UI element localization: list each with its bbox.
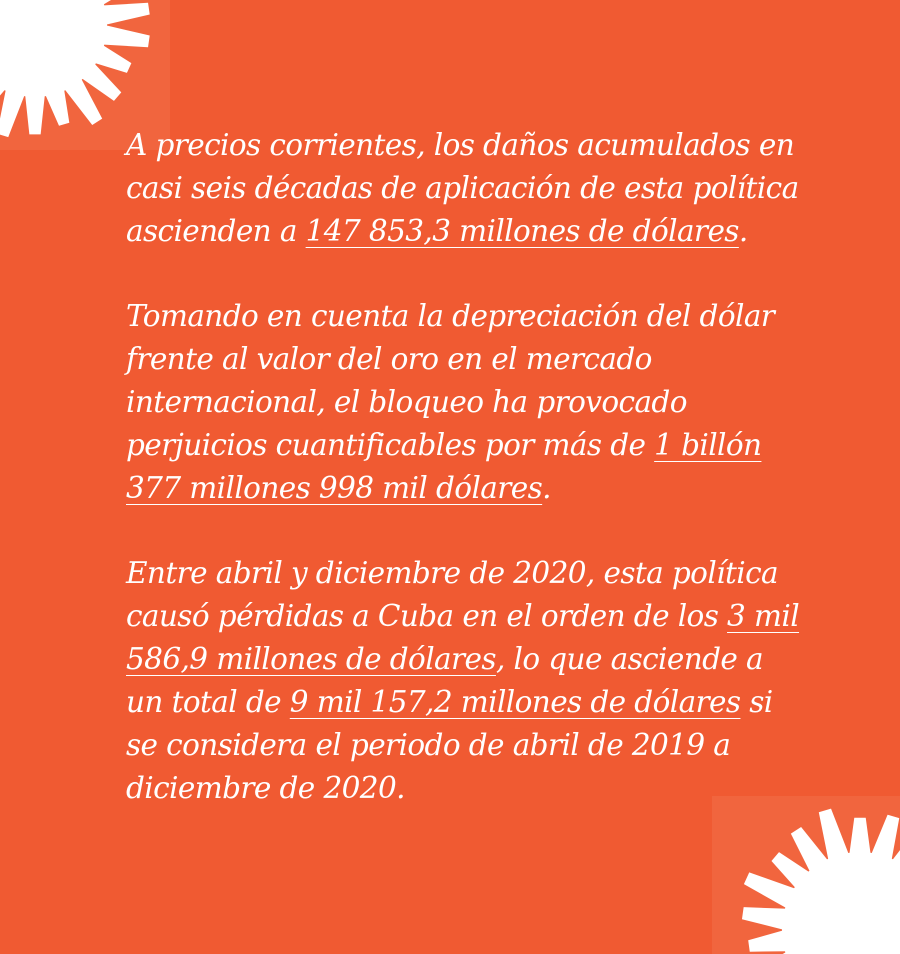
paragraph-text: si se considera el periodo de abril de 2019 a diciembre de 2020. xyxy=(126,685,773,805)
paragraph-text: , lo que asciende a un total de xyxy=(126,642,764,719)
paragraph-text: . xyxy=(738,214,748,248)
body-text xyxy=(126,124,806,810)
highlight-amount: 3 mil 586,9 millones de dólares xyxy=(126,599,800,676)
paragraph-total-damages xyxy=(126,124,806,253)
paragraph-text: . xyxy=(542,471,551,505)
paragraph-text: A precios corrientes, los daños acumulados en casi seis décadas de aplicación de esta política ascienden a xyxy=(126,128,799,248)
highlight-amount: 1 billón 377 millones 998 mil dólares xyxy=(126,428,762,505)
paragraph-text: Entre abril y diciembre de 2020, esta política causó pérdidas a Cuba en el orden de los xyxy=(126,556,778,633)
paragraph-gold-value xyxy=(126,295,806,510)
paragraph-text: Tomando en cuenta la depreciación del dólar frente al valor del oro en el mercado internacional, el bloqueo ha provocado perjuicios cuantificables por más de xyxy=(126,299,775,462)
paragraph-2020-losses xyxy=(126,552,806,810)
highlight-amount: 147 853,3 millones de dólares xyxy=(305,214,739,248)
sunburst-icon xyxy=(730,800,900,954)
highlight-amount: 9 mil 157,2 millones de dólares xyxy=(289,685,741,719)
